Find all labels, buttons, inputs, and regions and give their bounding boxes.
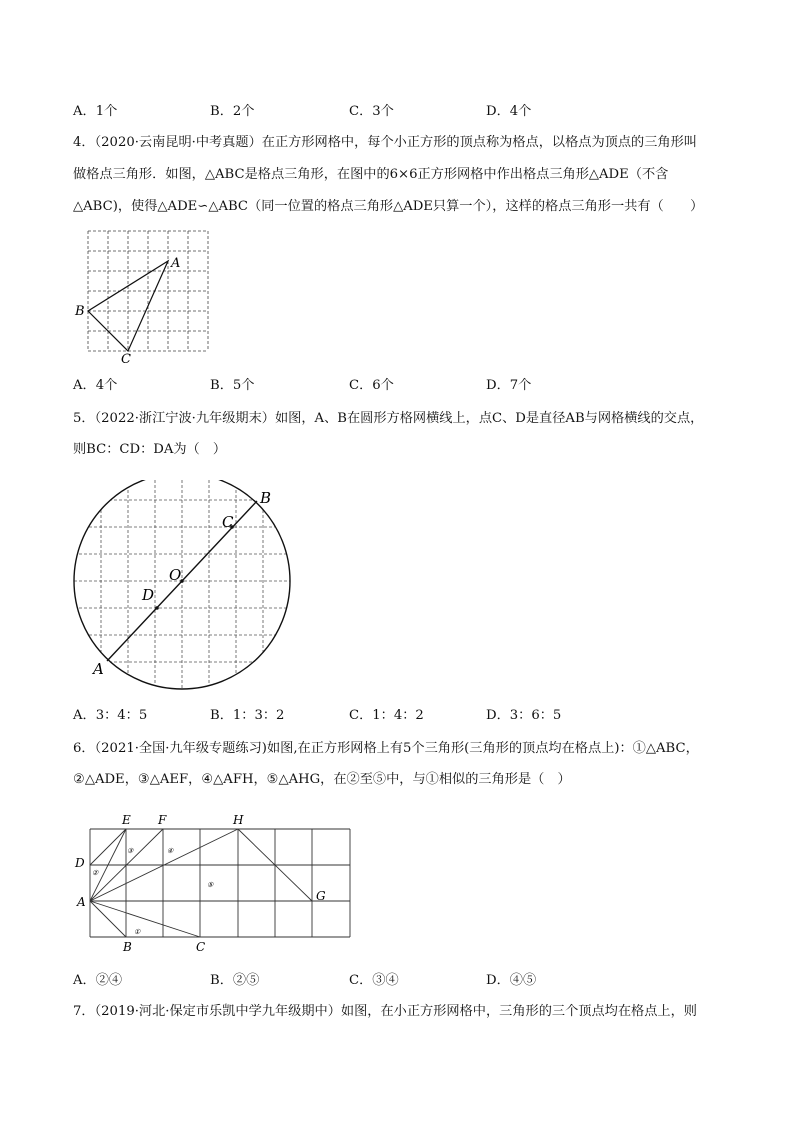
q5-label-c: C xyxy=(222,513,234,531)
q4-text-line-1: 4．（2020·云南昆明·中考真题）在正方形网格中，每个小正方形的顶点称为格点，以格点为顶点的三角形叫 xyxy=(73,135,697,150)
q6-region-2: ② xyxy=(92,869,99,877)
q6-text-line-1: 6．（2021·全国·九年级专题练习)如图,在正方形网格上有5个三角形(三角形的顶点均在格点上)：①△ABC， xyxy=(73,741,699,756)
q4-options xyxy=(73,377,733,395)
q5-grid xyxy=(74,480,290,692)
q6-label-g: G xyxy=(316,889,326,903)
q4-label-a: A xyxy=(171,256,181,271)
q3-option-a[interactable]: A．1个 xyxy=(73,104,118,119)
q6-option-b[interactable]: B．②⑤ xyxy=(210,973,260,988)
q6-label-c: C xyxy=(196,940,206,954)
q5-options xyxy=(73,707,733,725)
q6-label-d: D xyxy=(75,856,85,870)
q3-option-b[interactable]: B．2个 xyxy=(210,104,255,119)
q4-text-line-3: △ABC)，使得△ADE∽△ABC（同一位置的格点三角形△ADE只算一个），这样的格点三角形一共有（ ） xyxy=(73,199,704,214)
q5-label-a: A xyxy=(93,660,104,678)
q5-option-d[interactable]: D．3：6：5 xyxy=(486,708,562,723)
q6-label-b: B xyxy=(123,940,132,954)
q5-option-c[interactable]: C．1：4：2 xyxy=(349,708,424,723)
q3-option-c[interactable]: C．3个 xyxy=(349,104,394,119)
q6-option-c[interactable]: C．③④ xyxy=(349,973,399,988)
q7-text-line-1: 7．（2019·河北·保定市乐凯中学九年级期中）如图，在小正方形网格中，三角形的三个顶点均在格点上，则 xyxy=(73,1004,697,1019)
q6-triangle-lines xyxy=(90,829,312,937)
q6-options xyxy=(73,972,733,990)
q5-circle-figure xyxy=(70,480,300,692)
q6-label-e: E xyxy=(122,813,131,827)
q6-grid xyxy=(90,829,350,937)
q5-option-a[interactable]: A．3：4：5 xyxy=(73,708,148,723)
q5-label-d: D xyxy=(142,586,155,604)
q5-option-b[interactable]: B．1：3：2 xyxy=(210,708,285,723)
q4-text-line-2: 做格点三角形．如图，△ABC是格点三角形，在图中的6×6正方形网格中作出格点三角形△ADE（不含 xyxy=(73,167,669,182)
q6-option-a[interactable]: A．②④ xyxy=(73,973,123,988)
q6-text-line-2: ②△ADE，③△AEF，④△AFH，⑤△AHG，在②至⑤中，与①相似的三角形是（ ） xyxy=(73,772,571,787)
q6-label-a: A xyxy=(77,895,86,909)
q3-options xyxy=(73,103,733,121)
q6-label-h: H xyxy=(233,813,244,827)
q6-grid-figure xyxy=(70,810,360,958)
q6-label-f: F xyxy=(158,813,167,827)
q5-label-o: O xyxy=(169,566,182,584)
q5-label-b: B xyxy=(260,489,272,507)
q6-region-1: ① xyxy=(134,928,141,936)
q4-option-a[interactable]: A．4个 xyxy=(73,378,118,393)
q4-label-b: B xyxy=(75,304,85,319)
q5-point-d xyxy=(155,606,159,610)
q4-grid xyxy=(88,231,208,351)
q4-grid-figure xyxy=(70,225,215,365)
q6-region-3: ③ xyxy=(127,847,134,855)
q6-region-4: ④ xyxy=(167,847,174,855)
q6-region-5: ⑤ xyxy=(207,881,214,889)
q4-option-c[interactable]: C．6个 xyxy=(349,378,394,393)
q6-option-d[interactable]: D．④⑤ xyxy=(486,973,537,988)
q3-option-d[interactable]: D．4个 xyxy=(486,104,532,119)
q4-label-c: C xyxy=(121,352,131,365)
q5-text-line-2: 则BC：CD：DA为（ ） xyxy=(73,442,227,457)
q5-text-line-1: 5．（2022·浙江宁波·九年级期末）如图，A、B在圆形方格网横线上，点C、D是直径AB与网格横线的交点， xyxy=(73,411,704,426)
q4-option-d[interactable]: D．7个 xyxy=(486,378,532,393)
q4-option-b[interactable]: B．5个 xyxy=(210,378,255,393)
